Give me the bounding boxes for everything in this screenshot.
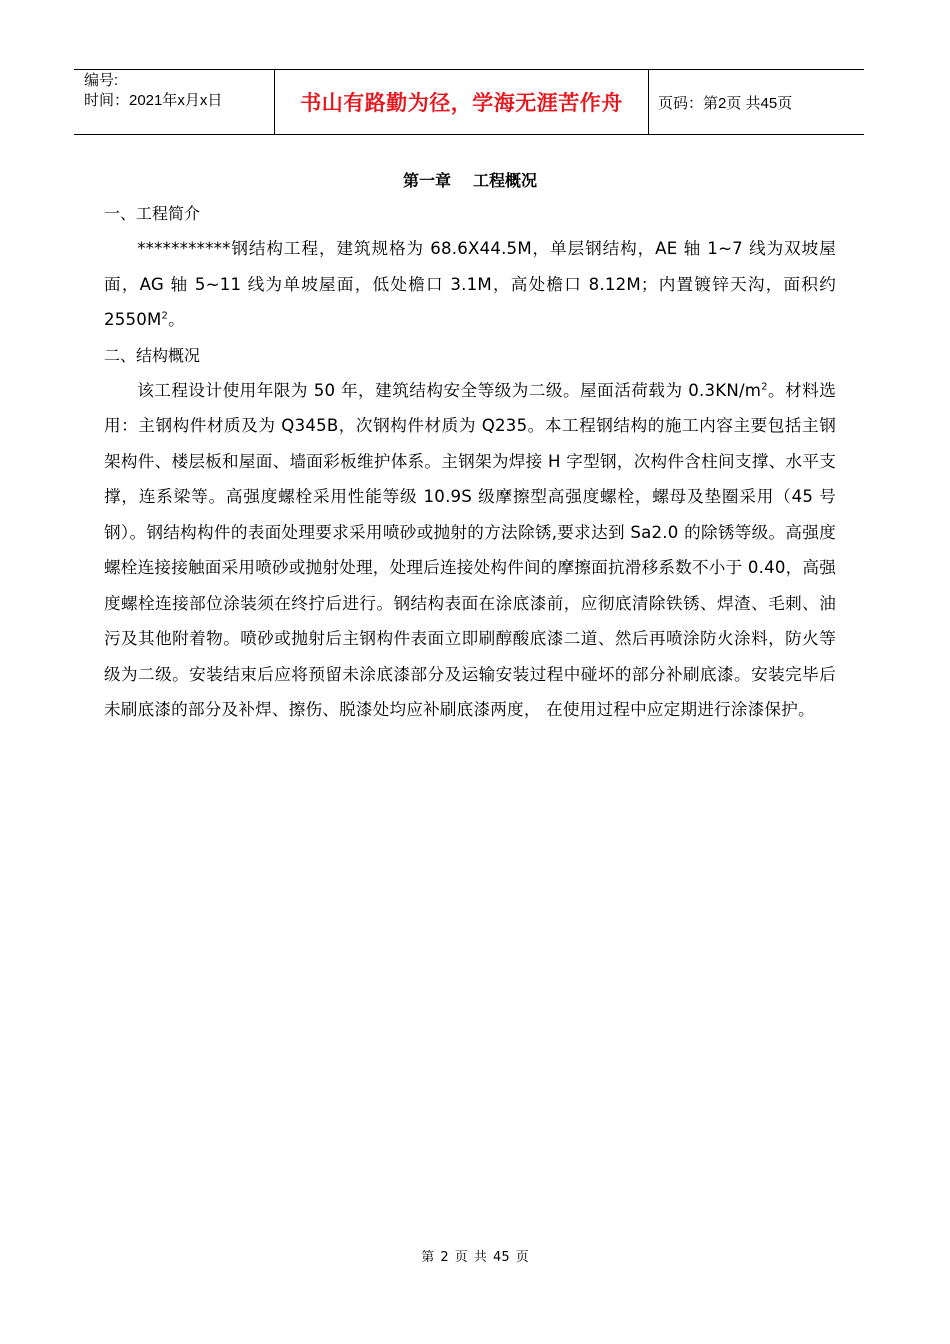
motto-text: 书山有路勤为径，学海无涯苦作舟: [300, 91, 623, 115]
header-meta-cell: [74, 70, 275, 134]
structure-superscript: 2: [761, 380, 768, 392]
page-info: 页码：第2页 共45页: [658, 94, 793, 112]
section-heading-overview: 一、工程简介: [104, 204, 201, 223]
structure-text: 该工程设计使用年限为 50 年，建筑结构安全等级为二级。屋面活荷载为 0.3KN/m: [137, 380, 762, 400]
section-heading-structure: 二、结构概况: [104, 345, 201, 365]
document-body: [104, 166, 836, 728]
chapter-title: [104, 166, 836, 196]
overview-text: ***********钢结构工程，建筑规格为 68.6X44.5M，单层钢结构，AE 轴 1~7 线为双坡屋面，AG 轴 5~11 线为单坡屋面，低处檐口 3.1M，高处檐口 8.12M；内置镀锌天沟，面积约 2550M: [104, 239, 836, 329]
section-paragraph-structure: [104, 373, 836, 728]
chapter-name: 工程概况: [473, 171, 538, 190]
time-label: 时间：2021年x月x日: [84, 92, 223, 109]
header-table: [74, 69, 864, 135]
number-label: 编号:: [84, 72, 119, 89]
header-motto-cell: [275, 70, 649, 134]
chapter-number: 第一章: [402, 171, 451, 190]
overview-superscript: 2: [161, 310, 169, 322]
page-footer: 第 2 页 共 45 页: [421, 1250, 529, 1265]
overview-text-end: 。: [168, 310, 185, 329]
header-page-cell: [649, 70, 864, 134]
section-paragraph-overview: [104, 231, 836, 338]
structure-text-end: 。材料选用：主钢构件材质及为 Q345B，次钢构件材质为 Q235。本工程钢结构的施工内容主要包括主钢架构件、楼层板和屋面、墙面彩板维护体系。主钢架为焊接 H 字型钢，次构件含柱间支撑、水平支撑，连系梁等。高强度螺栓采用性能等级 10.9S 级摩擦型高强度螺栓，螺母及垫圈采用（45 号钢）。钢结构构件的表面处理要求采用喷砂或抛射的方法除锈,要求达到 Sa2.0 的除锈等级。高强度螺栓连接接触面采用喷砂或抛射处理，处理后连接处构件间的摩擦面抗滑移系数不小于 0.40，高强度螺栓连接部位涂装须在终拧后进行。钢结构表面在涂底漆前，应彻底清除铁锈、焊渣、毛刺、油污及其他附着物。喷砂或抛射后主钢构件表面立即刷醇酸底漆二道、然后再喷涂防火涂料，防火等级为二级。安装结束后应将预留未涂底漆部分及运输安装过程中碰坏的部分补刷底漆。安装完毕后未刷底漆的部分及补焊、擦伤、脱漆处均应补刷底漆两度， 在使用过程中应定期进行涂漆保护。: [104, 380, 836, 719]
